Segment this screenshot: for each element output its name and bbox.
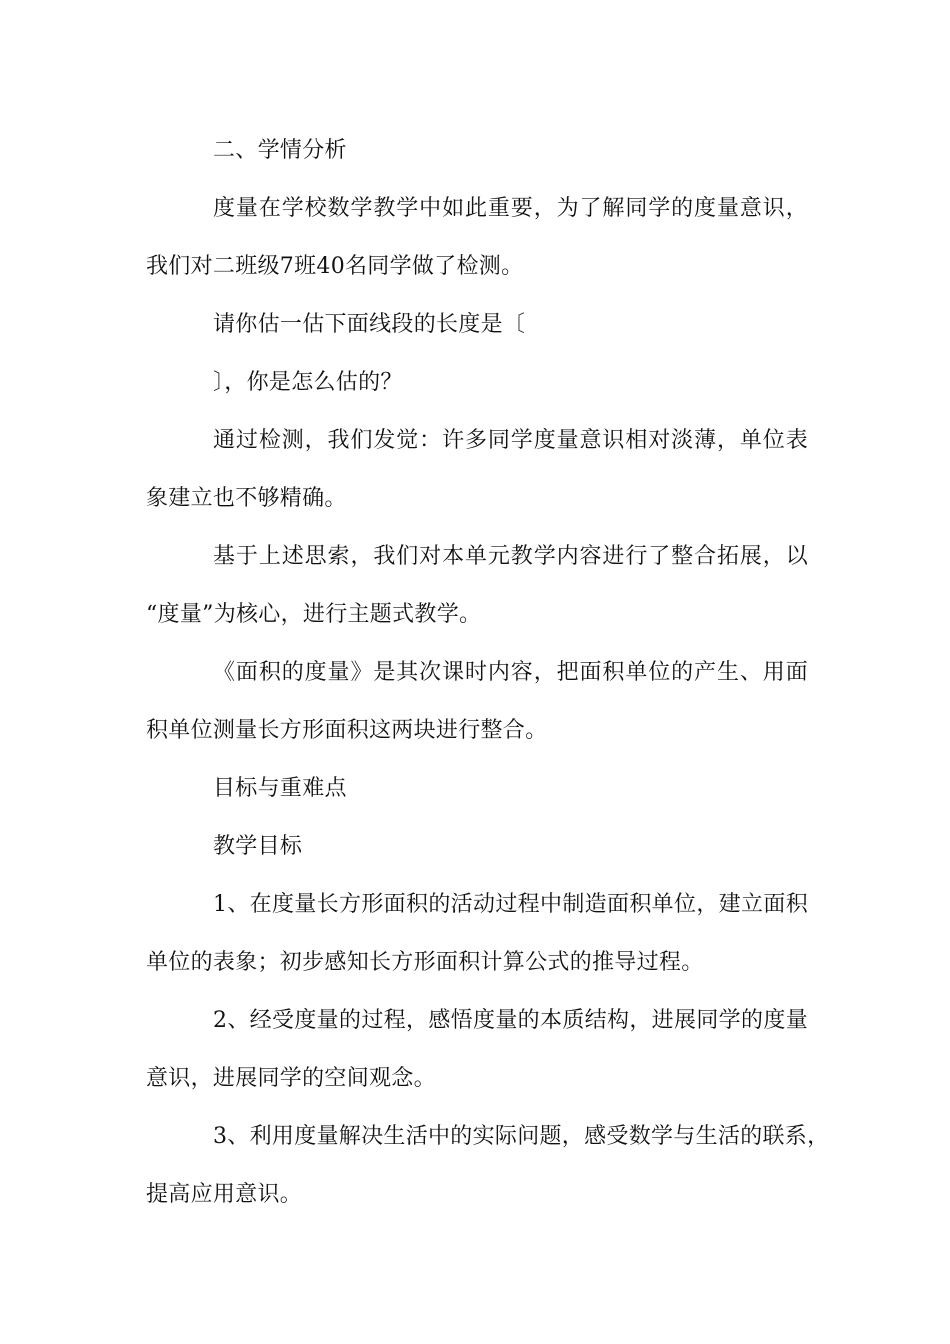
objective-3-line-1: 3、利用度量解决生活中的实际问题，感受数学与生活的联系， <box>213 1124 830 1149</box>
paragraph-5-line-2: 积单位测量长方形面积这两块进行整合。 <box>146 718 548 743</box>
paragraph-2-line-2: 〕，你是怎么估的？ <box>213 370 403 395</box>
paragraph-1-line-2: 我们对二班级7班40名同学做了检测。 <box>146 254 524 279</box>
objective-1-line-2: 单位的表象；初步感知长方形面积计算公式的推导过程。 <box>146 950 704 975</box>
paragraph-5-line-1: 《面积的度量》是其次课时内容，把面积单位的产生、用面 <box>213 660 808 685</box>
paragraph-4-line-1: 基于上述思索，我们对本单元教学内容进行了整合拓展，以 <box>213 544 808 569</box>
paragraph-3-line-2: 象建立也不够精确。 <box>146 486 347 511</box>
paragraph-1-line-1: 度量在学校数学教学中如此重要，为了解同学的度量意识， <box>213 196 808 221</box>
paragraph-2-line-1: 请你估一估下面线段的长度是〔 <box>213 312 526 337</box>
objective-2-line-1: 2、经受度量的过程，感悟度量的本质结构，进展同学的度量 <box>213 1008 808 1033</box>
paragraph-3-line-1: 通过检测，我们发觉：许多同学度量意识相对淡薄，单位表 <box>213 428 808 453</box>
subheading-objectives: 教学目标 <box>213 834 303 859</box>
objective-1-line-1: 1、在度量长方形面积的活动过程中制造面积单位，建立面积 <box>213 892 808 917</box>
paragraph-4-line-2: “度量”为核心，进行主题式教学。 <box>146 602 482 627</box>
subheading-goals: 目标与重难点 <box>213 776 347 801</box>
objective-3-line-2: 提高应用意识。 <box>146 1182 303 1207</box>
objective-2-line-2: 意识，进展同学的空间观念。 <box>146 1066 436 1091</box>
section-heading: 二、学情分析 <box>213 138 347 163</box>
